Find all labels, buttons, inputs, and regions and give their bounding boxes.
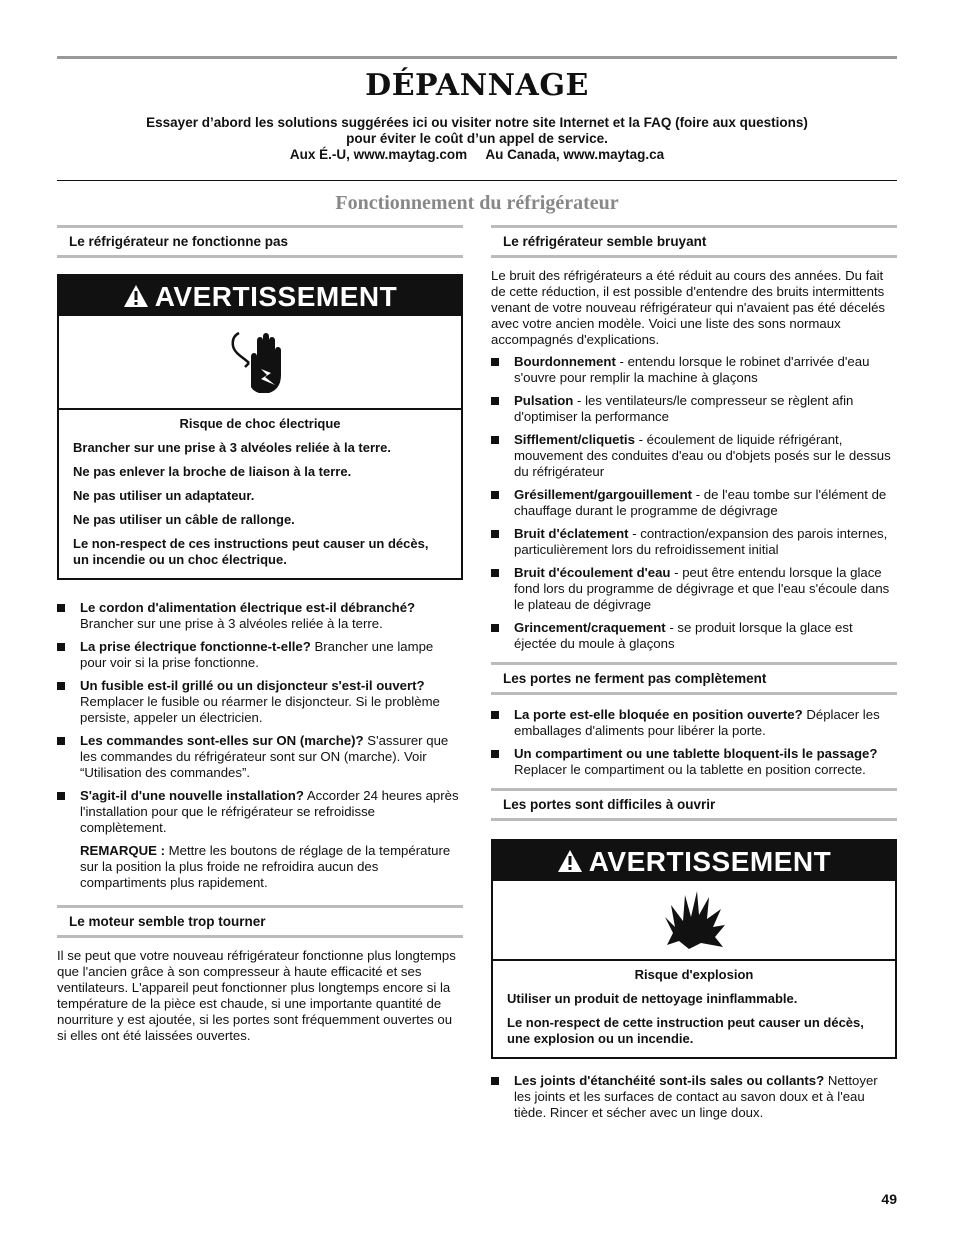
warning-banner [59,276,461,316]
list-item [491,432,897,480]
sound-desc: - de l'eau tombe sur l'élément de chauffage durant le programme de dégivrage [514,487,887,518]
item-question: Un compartiment ou une tablette bloquent-ils le passage? [514,746,878,761]
warning-banner [493,841,895,881]
sound-name: Sifflement/cliquetis [514,432,635,447]
right-column [491,225,897,1128]
warning-triangle-icon [123,278,149,320]
sound-desc: - les ventilateurs/le compresseur se règlent afin d'optimiser la performance [514,393,854,424]
left-column [57,225,463,1044]
item-answer: Brancher sur une prise à 3 alvéoles reliée à la terre. [80,616,383,631]
list-item [491,487,897,519]
sound-desc: - contraction/expansion des parois internes, particulièrement lors du refroidissement initial [514,526,888,557]
sound-desc: - écoulement de liquide réfrigérant, mouvement des conduites d'eau ou d'objets posés sur le dessus du réfrigérateur [514,432,891,479]
item-answer: Replacer le compartiment ou la tablette en position correcte. [514,762,866,777]
item-question: Les commandes sont-elles sur ON (marche)? [80,733,364,748]
note-label: REMARQUE : [80,843,165,858]
sound-desc: - entendu lorsque le robinet d'arrivée d'eau s'ouvre pour remplir la machine à glaçons [514,354,870,385]
warning-line: Ne pas utiliser un adaptateur. [73,488,255,503]
explosion-icon [493,881,895,961]
doors-list [491,707,897,778]
sound-name: Grésillement/gargouillement [514,487,693,502]
section-rule [57,180,897,181]
item-answer: Brancher une lampe pour voir si la prise fonctionne. [80,639,434,670]
warning-banner-label: AVERTISSEMENT [154,281,398,312]
list-item [57,733,463,781]
subhead-doors-open: Les portes sont difficiles à ouvrir [491,788,897,821]
item-answer: Nettoyer les joints et les surfaces de contact au savon doux et à l'eau tiède. Rincer et sécher avec un linge doux. [514,1073,878,1120]
list-item [57,788,463,836]
intro-line-3: Aux É.-U, www.maytag.com Au Canada, www.maytag.ca [289,147,665,162]
warning-line: Le non-respect de ces instructions peut causer un décès, un incendie ou un choc électrique. [73,536,429,567]
item-answer: Accorder 24 heures après l'installation pour que le réfrigérateur se refroidisse complètement. [80,788,459,835]
sound-name: Pulsation [514,393,574,408]
subhead-doors-close: Les portes ne ferment pas complètement [491,662,897,695]
warning-risk: Risque d'explosion [634,967,754,982]
warning-box-explosion [491,839,897,1059]
item-question: Le cordon d'alimentation électrique est-il débranché? [80,600,416,615]
list-item [491,565,897,613]
sound-name: Bruit d'écoulement d'eau [514,565,671,580]
list-item [491,393,897,425]
item-answer: Remplacer le fusible ou réarmer le disjoncteur. Si le problème persiste, appeler un électricien. [80,694,440,725]
sound-name: Bruit d'éclatement [514,526,629,541]
list-item [57,600,463,632]
section-title: Fonctionnement du réfrigérateur [335,192,619,214]
list-item [491,526,897,558]
item-question: S'agit-il d'une nouvelle installation? [80,788,304,803]
note-text: Mettre les boutons de réglage de la température sur la position la plus froide ne refroidira aucun des compartiments plus rapidement. [80,843,451,890]
list-item [57,678,463,726]
item-answer: Déplacer les emballages d'aliments pour libérer la porte. [514,707,880,738]
intro-line-1: Essayer d’abord les solutions suggérées ici ou visiter notre site Internet et la FAQ (foire aux questions) [146,115,808,130]
page-number: 49 [881,1191,897,1207]
item-question: La porte est-elle bloquée en position ouverte? [514,707,803,722]
warning-text [59,410,461,578]
sound-desc: - peut être entendu lorsque la glace fond lors du programme de dégivrage et que l'eau s'écoule dans le plateau de dégivrage [514,565,890,612]
warning-line: Le non-respect de cette instruction peut causer un décès, une explosion ou un incendie. [507,1015,864,1046]
warning-line: Ne pas utiliser un câble de rallonge. [73,512,295,527]
list-item [491,620,897,652]
top-rule [57,56,897,59]
list-item [491,354,897,386]
seals-list [491,1073,897,1121]
sound-desc: - se produit lorsque la glace est éjectée du moule à glaçons [514,620,853,651]
intro-text [0,115,954,163]
warning-risk: Risque de choc électrique [179,416,341,431]
warning-line: Utiliser un produit de nettoyage ininflammable. [507,991,798,1006]
list-item [491,1073,897,1121]
sound-name: Bourdonnement [514,354,616,369]
page-title: DÉPANNAGE [365,68,589,103]
paragraph-motor: Il se peut que votre nouveau réfrigérateur fonctionne plus longtemps que l'ancien grâce à son compresseur à haute efficacité et ses ventilateurs. L'appareil peut fonctionner plus longtemps encore si la température de la pièce est chaude, si une importante quantité de nourriture y est ajoutée, si les portes sont fréquemment ouvertes ou si elles ont été laissées ouvertes. [57,948,456,1043]
electric-shock-hand-icon [59,316,461,410]
paragraph-noisy: Le bruit des réfrigérateurs a été réduit au cours des années. Du fait de cette réduction, il est possible d'entendre des bruits intermittents venant de votre nouveau réfrigérateur qui n'avaient pas été décelés avec votre ancien modèle. Voici une liste des sons normaux accompagnés d'explications. [491,268,886,347]
subhead-noisy: Le réfrigérateur semble bruyant [491,225,897,258]
list-item [491,746,897,778]
item-question: Un fusible est-il grillé ou un disjoncteur s'est-il ouvert? [80,678,425,693]
item-question: La prise électrique fonctionne-t-elle? [80,639,311,654]
subhead-not-running: Le réfrigérateur ne fonctionne pas [57,225,463,258]
sounds-list [491,354,897,652]
sound-name: Grincement/craquement [514,620,666,635]
list-item [491,707,897,739]
item-question: Les joints d'étanchéité sont-ils sales ou collants? [514,1073,825,1088]
warning-box-shock [57,274,463,580]
warning-line: Ne pas enlever la broche de liaison à la terre. [73,464,352,479]
list-item [57,639,463,671]
warning-triangle-icon [557,843,583,885]
warning-banner-label: AVERTISSEMENT [588,846,832,877]
note [57,843,463,891]
intro-line-2: pour éviter le coût d’un appel de service. [346,131,608,146]
warning-text [493,961,895,1057]
checklist-not-running [57,600,463,836]
item-answer: S'assurer que les commandes du réfrigérateur sont sur ON (marche). Voir “Utilisation des commandes”. [80,733,449,780]
subhead-motor: Le moteur semble trop tourner [57,905,463,938]
warning-line: Brancher sur une prise à 3 alvéoles reliée à la terre. [73,440,391,455]
